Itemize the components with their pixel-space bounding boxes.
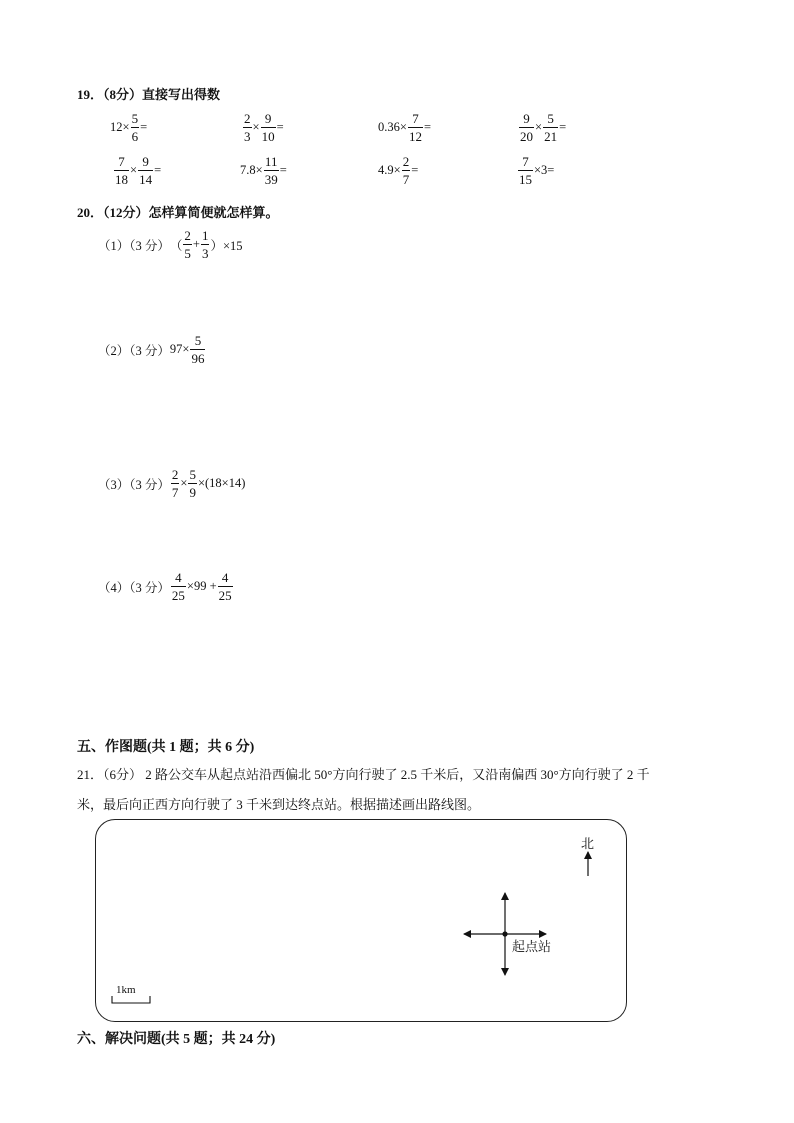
q19-item-1: 12× $\frac{5}{6}$ = xyxy=(110,111,148,144)
q19-item-8: $\frac{7}{15}$ ×3= xyxy=(519,154,555,187)
section-5-title: 五、作图题(共 1 题；共 6 分) xyxy=(77,740,255,755)
q19-item-7: 4.9× $\frac{2}{7}$ = xyxy=(378,154,419,187)
section-6-title: 六、解决问题(共 5 题；共 24 分) xyxy=(77,1032,276,1047)
scale-bar xyxy=(112,996,150,1003)
q19-item-4: $\frac{9}{20}$ × $\frac{5}{21}$ = xyxy=(520,111,567,144)
north-label: 北 xyxy=(581,836,595,851)
start-station-label: 起点站 xyxy=(512,939,552,954)
q19-header: 19．（8分）直接写出得数 xyxy=(77,87,221,102)
q20-part-3: （3）（3 分） $\frac{2}{7}$ × $\frac{5}{9}$ ×(18×14) xyxy=(98,467,246,500)
q19-item-5: $\frac{7}{18}$ × $\frac{9}{14}$ = xyxy=(115,154,162,187)
q20-part-4: （4）（3 分） $\frac{4}{25}$ ×99 + $\frac{4}{25}$ xyxy=(98,570,232,603)
q20-part-1: （1）（3 分） （ $\frac{2}{5}$ + $\frac{1}{3}$ ）×15 xyxy=(98,228,243,261)
scale-label: 1km xyxy=(116,984,136,996)
q19-item-2: $\frac{2}{3}$ × $\frac{9}{10}$ = xyxy=(244,111,284,144)
q19-item-3: 0.36× $\frac{7}{12}$ = xyxy=(378,111,431,144)
q21-text-line-2: 米，最后向正西方向行驶了 3 千米到达终点站。根据描述画出路线图。 xyxy=(77,797,481,812)
q20-header: 20．（12分）怎样算简便就怎样算。 xyxy=(77,205,279,220)
q19-item-6: 7.8× $\frac{11}{39}$ = xyxy=(240,154,287,187)
q21-text-line-1: 21．（6分） 2 路公交车从起点站沿西偏北 50°方向行驶了 2.5 千米后，又沿南偏西 30°方向行驶了 2 千 xyxy=(77,767,650,782)
start-station-point xyxy=(502,931,507,936)
q20-part-2: （2）（3 分） 97× $\frac{5}{96}$ xyxy=(98,333,205,366)
